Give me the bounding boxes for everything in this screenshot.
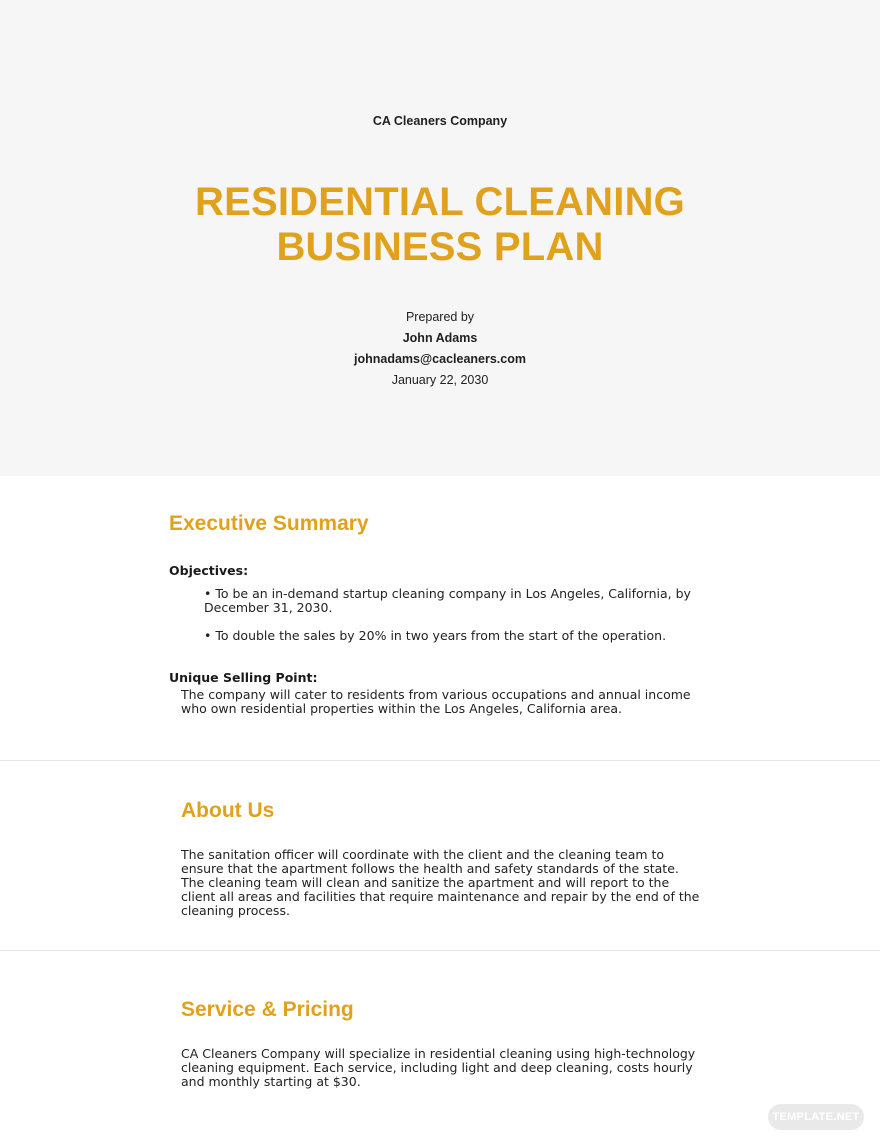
- author-email: johnadams@cacleaners.com: [354, 352, 526, 366]
- about-us-text: The sanitation officer will coordinate with the client and the cleaning team to ensure that the apartment follows the health and safety standards of the state. The cleaning team will clean and sanitize the apartment and will report to the client all areas and facilities that require maintenance and repair by the end of the cleaning process.: [181, 847, 700, 918]
- about-us-heading: About Us: [181, 799, 275, 822]
- section-divider-1: [0, 760, 880, 761]
- prepared-by-label: Prepared by: [405, 310, 475, 324]
- objectives-label: Objectives:: [169, 563, 249, 578]
- company-name: CA Cleaners Company: [372, 114, 508, 128]
- cover-section: [0, 0, 880, 476]
- author-name: John Adams: [402, 331, 478, 345]
- objective-item-2-text: To double the sales by 20% in two years from the start of the operation.: [215, 628, 667, 643]
- document-title-line-2: BUSINESS PLAN: [276, 225, 604, 269]
- section-divider-2: [0, 950, 880, 951]
- prepared-by-block: [0, 309, 880, 393]
- objective-item-1: [204, 587, 704, 615]
- service-pricing-heading: Service & Pricing: [181, 998, 354, 1021]
- objective-item-2: [204, 629, 704, 643]
- service-pricing-text: CA Cleaners Company will specialize in residential cleaning using high-technology cleaning equipment. Each service, including light and deep cleaning, costs hourly and monthly starting at $30.: [181, 1046, 696, 1089]
- document-date: January 22, 2030: [391, 373, 489, 387]
- objective-item-1-text: To be an in-demand startup cleaning company in Los Angeles, California, by December 31, 2030.: [204, 586, 691, 615]
- usp-label: Unique Selling Point:: [169, 670, 318, 685]
- executive-summary-heading: Executive Summary: [169, 512, 369, 535]
- document-title-line-1: RESIDENTIAL CLEANING: [195, 180, 685, 224]
- usp-text: The company will cater to residents from various occupations and annual income who own residential properties within the Los Angeles, California area.: [181, 687, 691, 716]
- template-net-watermark: TEMPLATE.NET: [768, 1104, 864, 1130]
- document-title: [0, 180, 880, 270]
